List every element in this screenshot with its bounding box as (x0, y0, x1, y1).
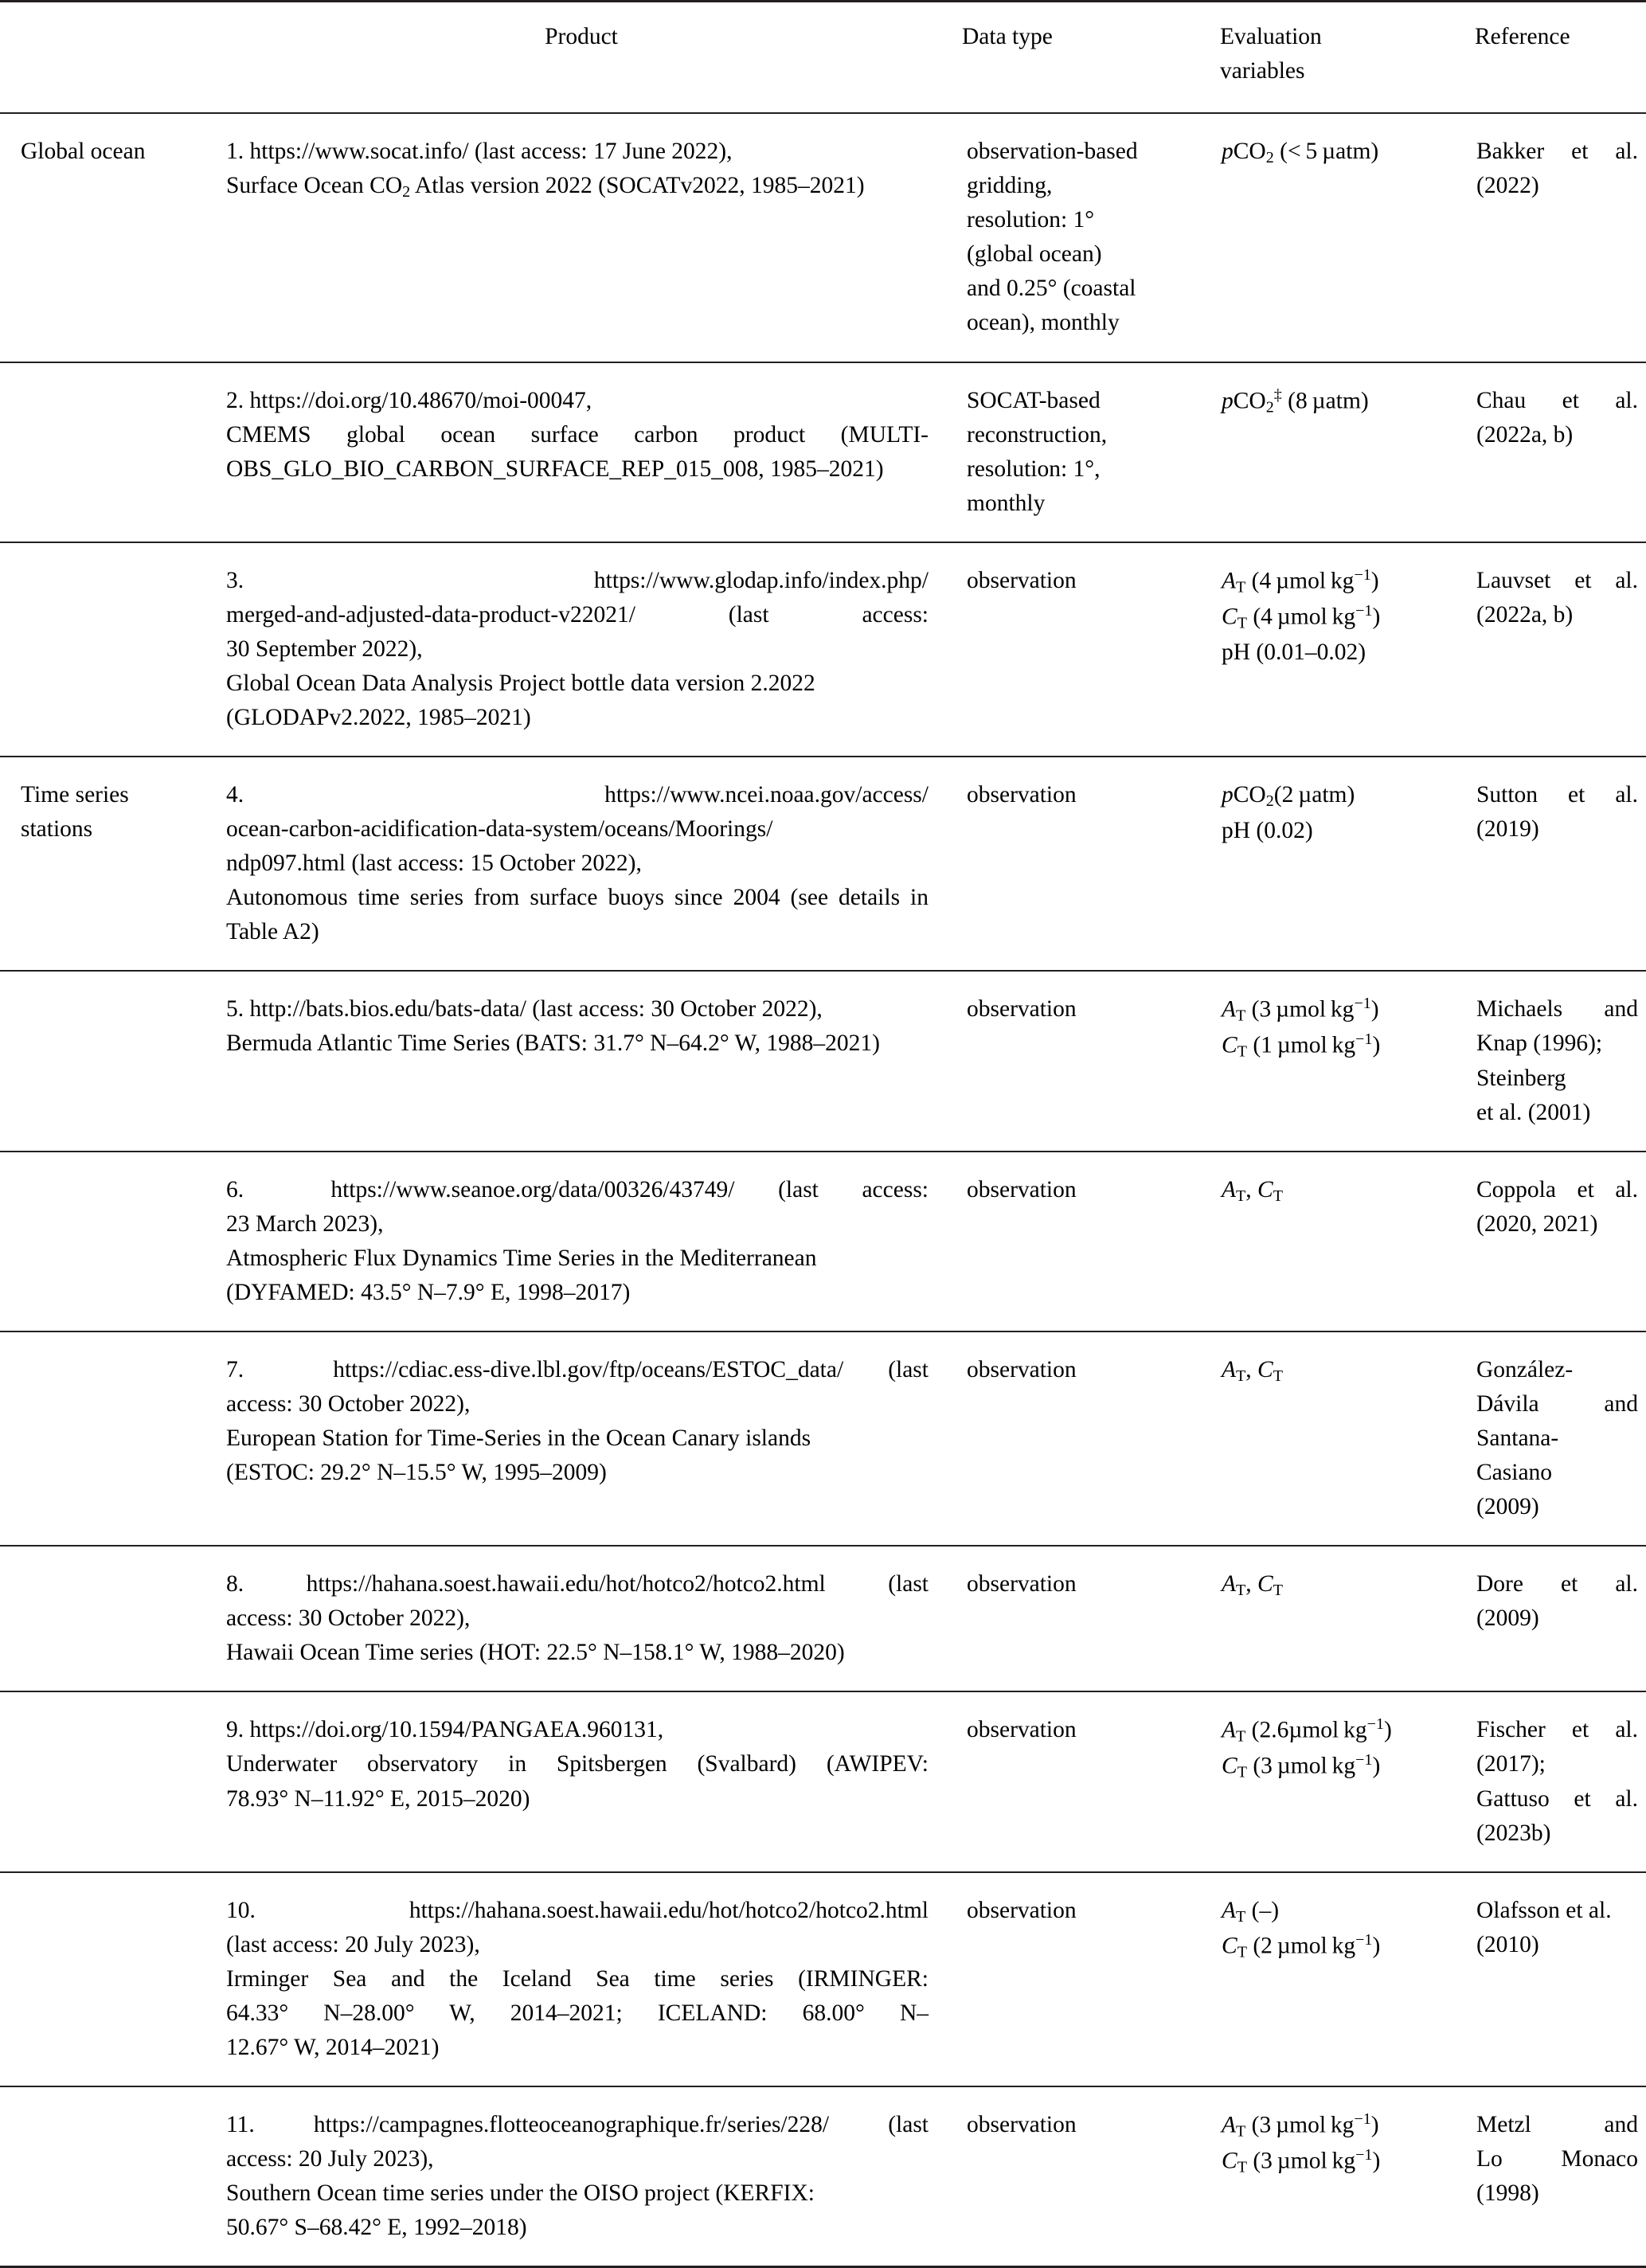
eval-var: $A_T$ (2.6µmol $kg^{-1}$) (1222, 1715, 1392, 1746)
product-line-title2: 78.93° N–11.92° E, 2015–2020) (226, 1785, 530, 1812)
eval-var: $A_T$ (–) (1222, 1897, 1280, 1926)
eval-var: $A_T$, $C_T$ (1222, 1176, 1283, 1205)
product-line-access: access: 30 October 2022), (226, 1390, 471, 1417)
product-line-access: ndp097.html (last access: 15 October 2022), (226, 850, 642, 877)
product-line-title: Atmospheric Flux Dynamics Time Series in the Mediterranean (226, 1245, 817, 1271)
product-line-title: European Station for Time-Series in the Ocean Canary islands (226, 1425, 811, 1451)
row-evaluation-variables (1207, 757, 1462, 971)
table-head (0, 2, 1646, 114)
eval-var: $A_T$ (3 µmol $kg^{-1}$) (1222, 995, 1379, 1025)
row-group-label (0, 1152, 213, 1331)
product-line-url: 6. https://www.seanoe.org/data/00326/43749/ (last access: (226, 1176, 929, 1202)
row-group-label (0, 971, 213, 1151)
product-line-url: 7. https://cdiac.ess-dive.lbl.gov/ftp/oceans/ESTOC_data/ (last (226, 1356, 929, 1382)
eval-var: $C_T$ (3 µmol $kg^{-1}$) (1222, 1751, 1381, 1781)
product-line-title: Underwater observatory in Spitsbergen (Svalbard) (AWIPEV: (226, 1751, 929, 1777)
row-evaluation-variables (1207, 1331, 1462, 1546)
table-row (0, 362, 1646, 542)
column-header-product: Product (213, 2, 949, 114)
row-evaluation-variables (1207, 971, 1462, 1151)
product-line-title2: 50.67° S–68.42° E, 1992–2018) (226, 2215, 527, 2241)
table-row (0, 971, 1646, 1151)
product-line-url: 9. https://doi.org/10.1594/PANGAEA.960131, (226, 1717, 664, 1743)
row-group-label (0, 542, 213, 757)
column-header-evaluation-variables-line2: variables (1220, 58, 1305, 84)
eval-var: pH (0.01–0.02) (1222, 639, 1366, 665)
row-data-type: observation (949, 757, 1207, 971)
product-line-title: CMEMS global ocean surface carbon product (MULTI-OBS_GLO_BIO_CARBON_SURFACE_REP_015_008, 1985–2021) (226, 421, 929, 482)
product-line-url: 3. https://www.glodap.info/index.php/ (226, 567, 929, 593)
table-body (0, 113, 1646, 2267)
product-line-access: (last access: 20 July 2023), (226, 1931, 480, 1957)
row-reference: Dore et al. (2009) (1462, 1546, 1646, 1691)
row-group-label: Time series stations (0, 757, 213, 971)
row-reference: Metzl and Lo Monaco (1998) (1462, 2086, 1646, 2267)
row-evaluation-variables (1207, 1152, 1462, 1331)
row-group-label (0, 362, 213, 542)
row-reference: Olafsson et al. (2010) (1462, 1872, 1646, 2086)
row-group-label (0, 1331, 213, 1546)
product-line-title: Surface Ocean $CO_2$ Atlas version 2022 (SOCATv2022, 1985–2021) (226, 173, 865, 201)
row-data-type: observation (949, 1546, 1207, 1691)
product-line-access: 23 March 2023), (226, 1210, 384, 1237)
row-product (213, 2086, 949, 2267)
row-data-type: SOCAT-based reconstruction, resolution: 1°, monthly (949, 362, 1207, 542)
row-data-type: observation (949, 1872, 1207, 2086)
row-group-label (0, 1691, 213, 1871)
column-header-evaluation-variables (1207, 2, 1462, 114)
table-row (0, 1546, 1646, 1691)
table-row (0, 2086, 1646, 2267)
row-product (213, 1546, 949, 1691)
product-line-url2: ocean-carbon-acidification-data-system/oceans/Moorings/ (226, 816, 773, 843)
row-group-label: Global ocean (0, 113, 213, 362)
row-group-label (0, 1546, 213, 1691)
row-product (213, 971, 949, 1151)
column-header-data-type: Data type (949, 2, 1207, 114)
product-line-access: access: 30 October 2022), (226, 1605, 471, 1632)
table-row (0, 542, 1646, 757)
row-reference: Coppola et al. (2020, 2021) (1462, 1152, 1646, 1331)
product-line-access: access: 20 July 2023), (226, 2146, 434, 2172)
row-reference: Lauvset et al. (2022a, b) (1462, 542, 1646, 757)
row-product (213, 1872, 949, 2086)
row-product (213, 113, 949, 362)
product-line-url: 11. https://campagnes.flotteoceanographique.fr/series/228/ (last (226, 2111, 929, 2137)
row-evaluation-variables (1207, 113, 1462, 362)
eval-var: $C_T$ (1 µmol $kg^{-1}$) (1222, 1030, 1381, 1061)
row-reference: Chau et al. (2022a, b) (1462, 362, 1646, 542)
row-data-type: observation (949, 2086, 1207, 2267)
row-data-type: observation (949, 542, 1207, 757)
column-header-reference: Reference (1462, 2, 1646, 114)
product-line-title2: (ESTOC: 29.2° N–15.5° W, 1995–2009) (226, 1460, 607, 1486)
row-data-type: observation (949, 971, 1207, 1151)
product-line-title: Hawaii Ocean Time series (HOT: 22.5° N–158.1° W, 1988–2020) (226, 1640, 845, 1666)
row-product (213, 1691, 949, 1871)
row-group-label (0, 2086, 213, 2267)
row-data-type: observation-based gridding, resolution: 1° (global ocean) and 0.25° (coastal ocean), monthly (949, 113, 1207, 362)
row-product (213, 1152, 949, 1331)
eval-var: $A_T$ (3 µmol $kg^{-1}$) (1222, 2110, 1379, 2141)
eval-var: $A_T$, $C_T$ (1222, 1571, 1283, 1600)
eval-var: pH (0.02) (1222, 817, 1313, 843)
product-line-title: Global Ocean Data Analysis Project bottle data version 2.2022 (226, 670, 815, 696)
product-line-url: 1. https://www.socat.info/ (last access: 17 June 2022), (226, 139, 733, 165)
table-row (0, 1872, 1646, 2086)
product-line-title2: 64.33° N–28.00° W, 2014–2021; ICELAND: 68.00° N– (226, 2000, 929, 2026)
product-line-title: Autonomous time series from surface buoys since 2004 (see details in Table A2) (226, 885, 929, 945)
row-evaluation-variables (1207, 362, 1462, 542)
row-reference: Michaels and Knap (1996); Steinberg et al. (2001) (1462, 971, 1646, 1151)
table-header-row (0, 2, 1646, 114)
product-line-url: 8. https://hahana.soest.hawaii.edu/hot/hotco2/hotco2.html (last (226, 1571, 929, 1597)
table-row (0, 1331, 1646, 1546)
product-line-title2: (DYFAMED: 43.5° N–7.9° E, 1998–2017) (226, 1279, 631, 1305)
row-product (213, 1331, 949, 1546)
row-data-type: observation (949, 1691, 1207, 1871)
table-row (0, 1691, 1646, 1871)
table-row (0, 757, 1646, 971)
row-reference: Bakker et al. (2022) (1462, 113, 1646, 362)
row-evaluation-variables (1207, 2086, 1462, 2267)
product-line-url2: merged-and-adjusted-data-product-v22021/ (last access: (226, 601, 929, 628)
product-line-title: Southern Ocean time series under the OISO project (KERFIX: (226, 2180, 815, 2207)
row-reference: Fischer et al. (2017); Gattuso et al. (2023b) (1462, 1691, 1646, 1871)
row-reference: Sutton et al. (2019) (1462, 757, 1646, 971)
eval-var: $C_T$ (2 µmol $kg^{-1}$) (1222, 1931, 1381, 1961)
eval-var: pCO$_2$ (< 5 µatm) (1222, 139, 1379, 167)
eval-var: $A_T$, $C_T$ (1222, 1356, 1283, 1386)
row-product (213, 362, 949, 542)
row-group-label (0, 1872, 213, 2086)
row-evaluation-variables (1207, 1691, 1462, 1871)
row-evaluation-variables (1207, 1872, 1462, 2086)
product-line-url: 10. https://hahana.soest.hawaii.edu/hot/hotco2/hotco2.html (226, 1897, 929, 1923)
row-evaluation-variables (1207, 1546, 1462, 1691)
eval-var: pCO$_2$(2 µatm) (1222, 782, 1355, 811)
product-line-title: Bermuda Atlantic Time Series (BATS: 31.7° N–64.2° W, 1988–2021) (226, 1030, 880, 1057)
column-header-group (0, 2, 213, 114)
product-line-url: 2. https://doi.org/10.48670/moi-00047, (226, 387, 592, 413)
eval-var: $C_T$ (4 µmol $kg^{-1}$) (1222, 601, 1381, 632)
row-product (213, 757, 949, 971)
product-line-url: 5. http://bats.bios.edu/bats-data/ (last access: 30 October 2022), (226, 996, 823, 1023)
eval-var: $C_T$ (3 µmol $kg^{-1}$) (1222, 2145, 1381, 2176)
table-row (0, 113, 1646, 362)
row-data-type: observation (949, 1331, 1207, 1546)
row-data-type: observation (949, 1152, 1207, 1331)
product-line-title3: 12.67° W, 2014–2021) (226, 2034, 440, 2060)
product-line-access: 30 September 2022), (226, 635, 423, 662)
row-reference: González- Dávila and Santana- Casiano (2009) (1462, 1331, 1646, 1546)
column-header-evaluation-variables-line1: Evaluation (1220, 24, 1322, 49)
product-line-url: 4. https://www.ncei.noaa.gov/access/ (226, 782, 929, 808)
product-line-title: Irminger Sea and the Iceland Sea time series (IRMINGER: (226, 1965, 929, 1992)
table-row (0, 1152, 1646, 1331)
eval-var: pCO$_2$‡ (8 µatm) (1222, 385, 1369, 416)
eval-var: $A_T$ (4 µmol $kg^{-1}$) (1222, 565, 1379, 596)
product-line-title2: (GLODAPv2.2022, 1985–2021) (226, 705, 531, 730)
row-product (213, 542, 949, 757)
row-evaluation-variables (1207, 542, 1462, 757)
